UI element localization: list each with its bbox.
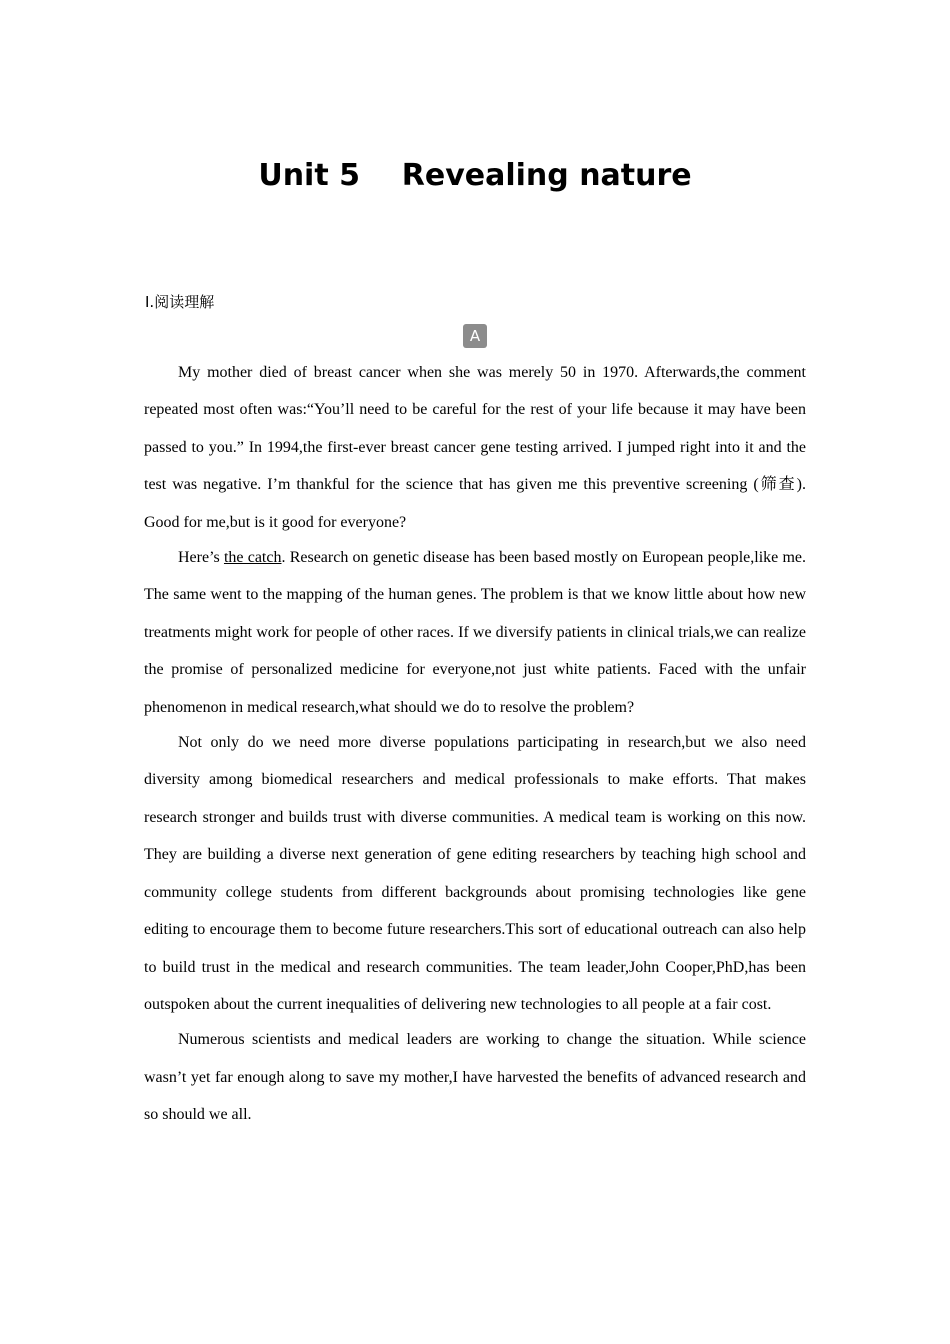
paragraph-4: Numerous scientists and medical leaders are working to change the situation. While science wasn’t yet far enough along to save my mother,I have harvested the benefits of advanced research and so should we all. xyxy=(144,1031,806,1124)
paragraph-3: Not only do we need more diverse populations participating in research,but we also need diversity among biomedical researchers and medical professionals to make efforts. That makes research stronger and builds trust with diverse communities. A medical team is working on this now. They are building a diverse next generation of gene editing researchers by teaching high school and community college students from different backgrounds about promising technologies like gene editing to encourage them to become future researchers.This sort of educational outreach can also help to build trust in the medical and research communities. The team leader,John Cooper,PhD,has been outspoken about the current inequalities of delivering new technologies to all people at a fair cost. xyxy=(144,734,806,1013)
page-title: Unit 5 Revealing nature xyxy=(258,158,692,193)
underlined-phrase: the catch xyxy=(223,549,282,567)
section-heading: Ⅰ.阅读理解 xyxy=(145,293,215,311)
paragraph-2-start: Here’s xyxy=(178,549,224,567)
passage-label-badge: A xyxy=(463,324,487,348)
paragraph-2 xyxy=(144,539,806,726)
paragraph-1: My mother died of breast cancer when she was merely 50 in 1970. Afterwards,the comment repeated most often was:“You’ll need to be careful for the rest of your life because it may have been passed to you.” In 1994,the first-ever breast cancer gene testing arrived. I jumped right into it and the test was negative. I’m thankful for the science that has given me this preventive screening (筛查). Good for me,but is it good for everyone? xyxy=(144,364,806,531)
paragraph-2-rest: . Research on genetic disease has been based mostly on European people,like me. The same went to the mapping of the human genes. The problem is that we know little about how new treatments might work for people of other races. If we diversify patients in clinical trials,we can realize the promise of personalized medicine for everyone,not just white patients. Faced with the unfair phenomenon in medical research,what should we do to resolve the problem? xyxy=(144,549,807,716)
reading-passage xyxy=(144,354,806,1134)
